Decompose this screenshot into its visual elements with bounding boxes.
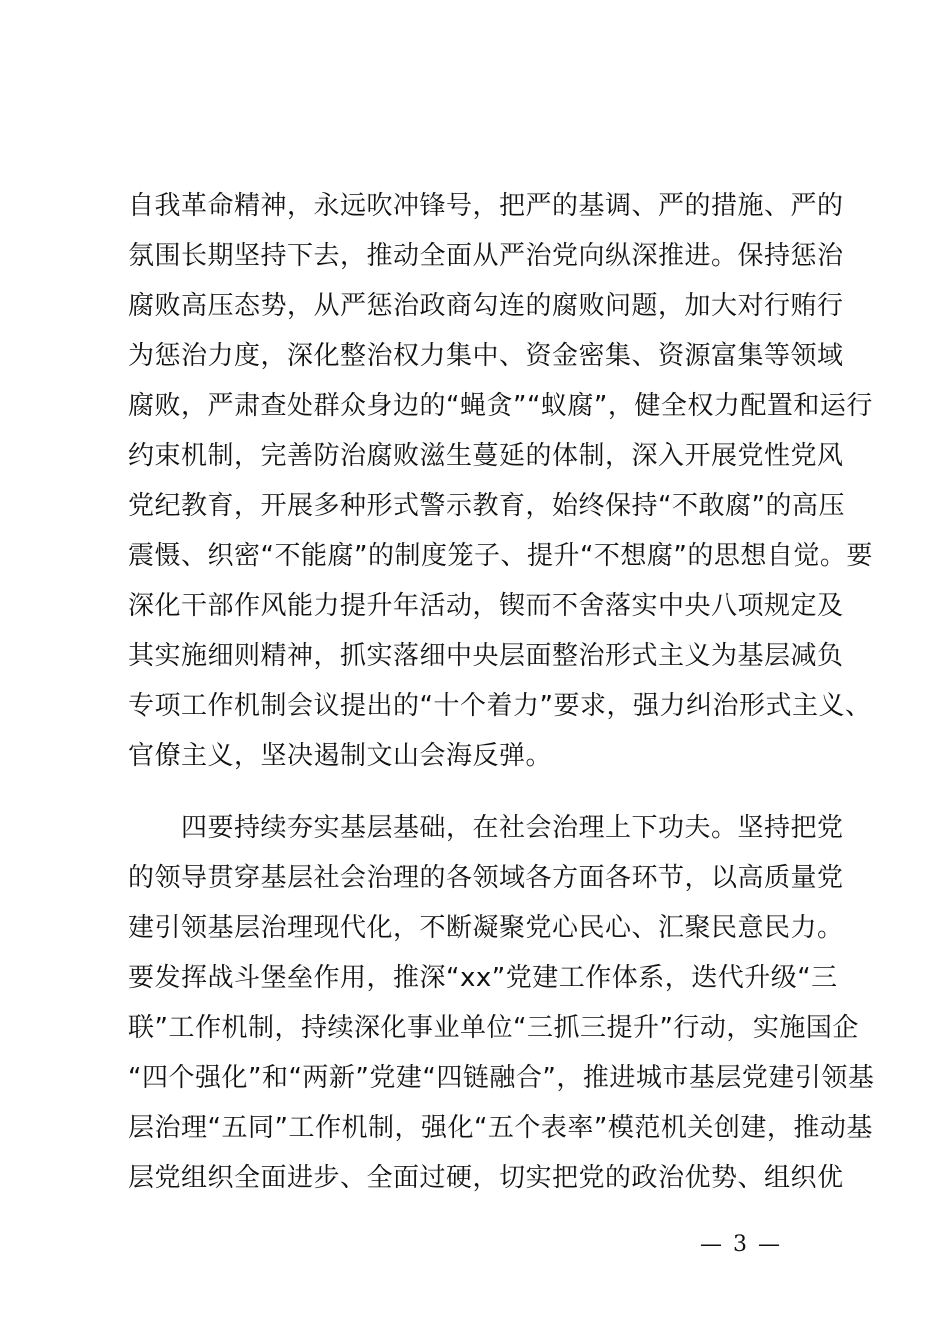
text-line: 约束机制，完善防治腐败滋生蔓延的体制，深入开展党性党风 xyxy=(128,441,844,471)
text-line: 氛围长期坚持下去，推动全面从严治党向纵深推进。保持惩治 xyxy=(128,241,844,271)
text-line: “四个强化”和“两新”党建“四链融合”，推进城市基层党建引领基 xyxy=(128,1063,875,1093)
text-line: 的领导贯穿基层社会治理的各领域各方面各环节，以高质量党 xyxy=(128,863,844,893)
text-line: 专项工作机制会议提出的“十个着力”要求，强力纠治形式主义、 xyxy=(128,691,872,721)
body-text xyxy=(128,181,875,1203)
text-line: 四要持续夯实基层基础，在社会治理上下功夫。坚持把党 xyxy=(128,813,844,843)
page-number: — 3 — xyxy=(700,1232,782,1257)
text-line: 腐败，严肃查处群众身边的“蝇贪”“蚁腐”，健全权力配置和运行 xyxy=(128,391,873,421)
text-line: 其实施细则精神，抓实落细中央层面整治形式主义为基层减负 xyxy=(128,641,844,671)
text-line: 联”工作机制，持续深化事业单位“三抓三提升”行动，实施国企 xyxy=(128,1013,859,1043)
paragraph-gap xyxy=(128,781,848,803)
text-line: 自我革命精神，永远吹冲锋号，把严的基调、严的措施、严的 xyxy=(128,191,844,221)
text-line: 层治理“五同”工作机制，强化“五个表率”模范机关创建，推动基 xyxy=(128,1113,873,1143)
text-line: 腐败高压态势，从严惩治政商勾连的腐败问题，加大对行贿行 xyxy=(128,291,844,321)
text-line: 建引领基层治理现代化，不断凝聚党心民心、汇聚民意民力。 xyxy=(128,913,844,943)
text-line: 党纪教育，开展多种形式警示教育，始终保持“不敢腐”的高压 xyxy=(128,491,845,521)
text-line: 官僚主义，坚决遏制文山会海反弹。 xyxy=(128,741,553,771)
text-line: 层党组织全面进步、全面过硬，切实把党的政治优势、组织优 xyxy=(128,1163,844,1193)
text-line: 为惩治力度，深化整治权力集中、资金密集、资源富集等领域 xyxy=(128,341,844,371)
text-line: 深化干部作风能力提升年活动，锲而不舍落实中央八项规定及 xyxy=(128,591,844,621)
text-line: 要发挥战斗堡垒作用，推深“xx”党建工作体系，迭代升级“三 xyxy=(128,963,838,993)
text-line: 震慑、织密“不能腐”的制度笼子、提升“不想腐”的思想自觉。要 xyxy=(128,541,873,571)
